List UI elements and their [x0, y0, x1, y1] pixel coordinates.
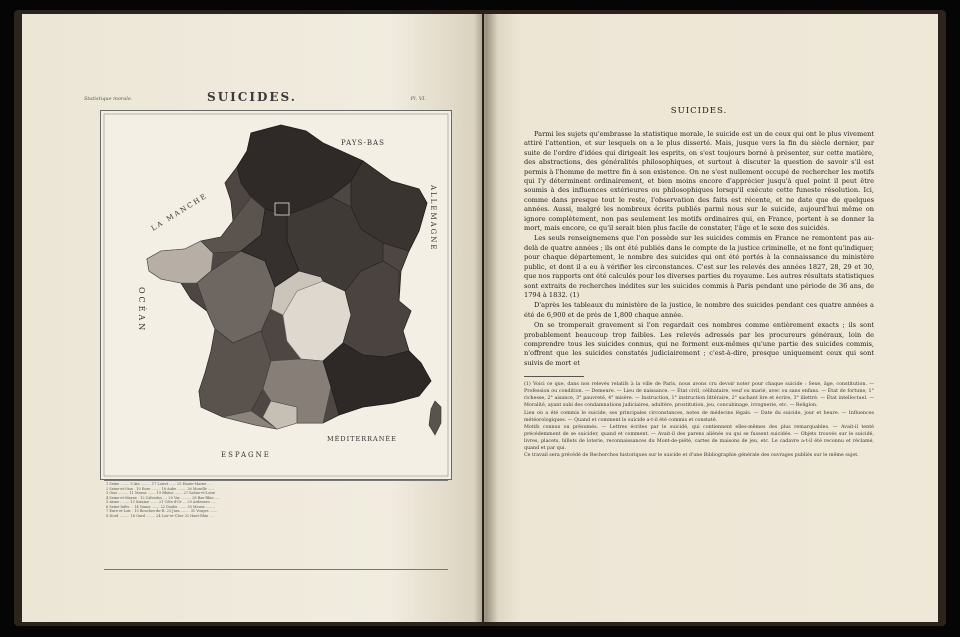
table-row: 2 Seine-et-Oise . 10 Eure ........ 18 Aube ........ 26 Moselle ......: [106, 486, 215, 491]
table-row: 7 Eure-et-Loir . 15 Bouches-du-R. 23 Jura ........ 31 Vosges .......: [106, 509, 218, 513]
table-row: 4 Seine-et-Marne . 12 Calvados .... 20 Var ......... 28 Bas-Rhin .....: [106, 495, 221, 500]
left-page: [22, 14, 482, 622]
table-row: 8 Nord ......... 16 Gard ........ 24 Loir-et-Cher 32 Haut-Rhin ....: [106, 513, 214, 518]
plate-title: SUICIDES.: [207, 90, 297, 104]
footnote: Motifs connus ou présumés. — Lettres écrites par le suicidé, qui contiennent elles-mêmes des plus remarquables. — Avait-il tenté précédemment de se suicider, quand et comment. — Avait-il des parens aliénés ou qui se fussent suicidés. — Objets trouvés sur le suicidé, livres, placets, billets de loterie, reconnaissances du Mont-de-piété, cartes de maisons de jeu, etc. Le cadavre a-t-il été reconnu et réclamé, quand et par qui.: [524, 424, 874, 451]
label-mediterranean: MÉDITERRANÉE: [327, 435, 397, 443]
france-choropleth-map: [101, 111, 451, 479]
label-spain: ESPAGNE: [221, 451, 271, 459]
body-paragraph: On se tromperait gravement si l'on regardait ces nombres comme entièrement exacts ; ils sont probablement beaucoup trop faibles. Les relevés adressés par les procureurs généraux, loin de comprendre tous les suicides connus, qui ne forment eux-mêmes qu'une partie des suicides commis, n'offrent que les suicides constatés judiciairement ; c'est-à-dire, presque uniquement ceux qui sont suivis de mort et: [524, 321, 874, 367]
right-page: [484, 14, 938, 622]
plate-note-right: Pl. VI.: [410, 96, 426, 102]
table-column: [104, 481, 448, 569]
table-row: 3 Oise ......... 11 Marne ....... 19 Rhône ....... 27 Saône-et-Loire: [106, 491, 216, 495]
label-netherlands: PAYS-BAS: [341, 139, 385, 147]
plate-header: [22, 90, 482, 106]
footnote: Ce travail sera précédé de Recherches historiques sur le suicide et d'une Bibliographie générale des ouvrages publiés sur le même sujet.: [524, 453, 859, 459]
open-book: [14, 10, 946, 626]
body-paragraph: D'après les tableaux du ministère de la justice, le nombre des suicides pendant ces quatre années a été de 6,900 et de près de 1,800 chaque année.: [524, 301, 874, 319]
plate-note-left: Statistique morale.: [84, 96, 133, 102]
section-title: SUICIDES.: [670, 106, 728, 116]
map-frame: [100, 110, 452, 480]
text-block: [524, 106, 874, 459]
label-ocean: OCÉAN: [137, 287, 146, 334]
table-row: 1 Seine ........ 9 Ain ......... 17 Loiret ...... 25 Haute-Marne ...: [106, 482, 211, 486]
footnote-rule: [524, 376, 584, 377]
label-channel: LA MANCHE: [149, 191, 210, 233]
corsica: [429, 401, 441, 435]
department-table: [104, 480, 448, 570]
table-row: 6 Seine-Infér. .. 14 Yonne ....... 22 Doubs ....... 30 Meuse ........: [106, 504, 215, 509]
body-paragraph: Les seuls renseignemens que l'on possède sur les suicides commis en France ne remontent pas au-delà de quatre années ; ils ont été publiés dans le compte de la justice criminelle, et ne font qu'indiquer, pour chaque département, le nombre des suicides qui ont été portés à la connaissance du ministère public, et dont il a eu à vérifier les circonstances. C'est sur les relevés des années 1827, 28, 29 et 30, que nos rapports ont été calculés pour les diverses parties du royaume. Les autres résultats statistiques sont extraits de recherches inédites sur les suicides commis à Paris pendant une période de 36 ans, de 1794 à 1832. (1): [524, 234, 874, 299]
footnote: Lieu où a été commis le suicide, ses principales circonstances, notes de médecins légals. — Date du suicide, jour et heure. — Influences météorologiques. — Quand et comment le suicide a-t-il été commis et constaté.: [524, 410, 874, 423]
footnote: (1) Voici ce que, dans nos relevés relatifs à la ville de Paris, nous avons cru devoir noter pour chaque suicide : Sexe, âge, constitution. — Profession ou condition. — Demeure. — Lieu de naissance. — État civil, célibataire, veuf ou marié, avec ou sans enfans. — État de fortune, 1° richesse, 2° aisance, 3° pauvreté, 4° misère. — Instruction, 1° instruction littéraire, 2° sachant lire et écrire, 3° illettré. — État intellectuel. — Moralité, ayant subi des condamnations judiciaires, adultère, prostitution, jeu, concubinage, ivrognerie, etc. — Religion.: [524, 382, 874, 409]
table-row: 5 Aisne ........ 13 Somme ....... 21 Côte-d'Or ... 29 Ardennes .....: [106, 500, 217, 504]
label-germany: ALLEMAGNE: [429, 185, 437, 252]
body-paragraph: Parmi les sujets qu'embrasse la statistique morale, le suicide est un de ceux qui ont le plus vivement attiré l'attention, et sur lesquels on a le plus disserté. Mais, jusque vers la fin du siècle dernier, par suite de l'ordre d'idées qui dirigeait les esprits, on s'est toujours borné à présenter, sur cette matière, des abstractions, des généralités philosophiques, et surtout à discuter la question de savoir s'il est permis à l'homme de mettre fin à son existence. On ne s'est nullement occupé de rechercher les motifs qui l'y déterminent ordinairement, et bien moins encore d'apprécier jusqu'à quel point il peut être soumis à des influences extérieures ou philosophiques lorsqu'il exécute cette funeste résolution. Ici, comme dans presque tout le reste, l'observation des faits est récente, et ne date que de quelques années. Aussi, malgré les nombreux écrits publiés parmi nous sur le suicide, aujourd'hui même on ignore complètement, non pas seulement les motifs ordinaires qui, en France, portent à se donner la mort, mais encore, ce qu'il serait bien plus facile de constater, l'âge et le sexe des suicidés.: [524, 130, 874, 233]
